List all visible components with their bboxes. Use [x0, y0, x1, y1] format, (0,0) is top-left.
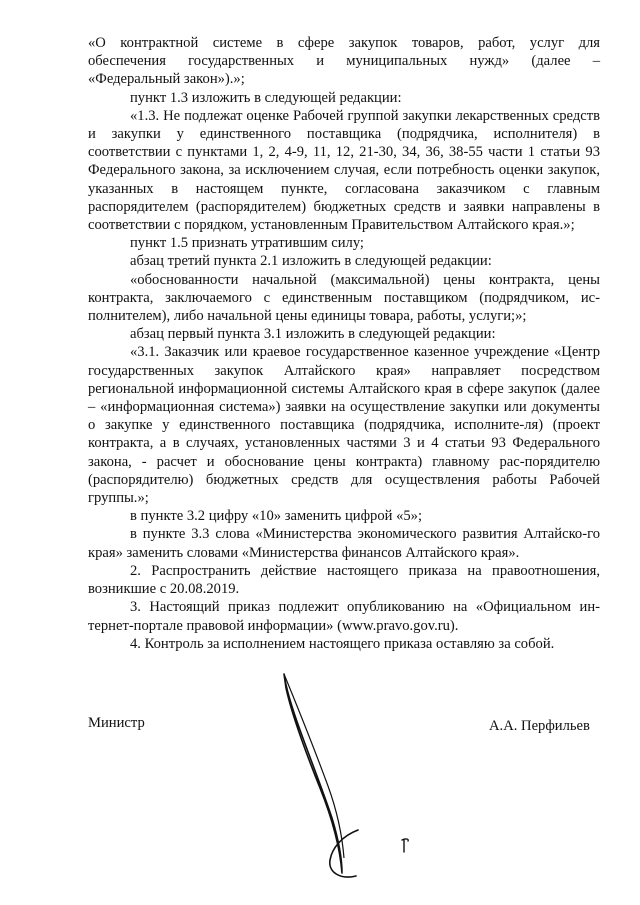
paragraph: «обоснованности начальной (максимальной) цены контракта, цены контракта, заключаемого с единственным поставщиком (подрядчиком, ис-полнителем), либо начальной цены единицы товара, работы, услуги;»; [88, 271, 600, 325]
paragraph: «1.3. Не подлежат оценке Рабочей группой закупки лекарственных средств и закупки у единственного поставщика (подрядчика, исполнителя) в соответствии с пунктами 1, 2, 4-9, 11, 12, 21-30, 34, 36, 38-55 части 1 статьи 93 Федерального закона, за исключением случая, если потребность оценки закупок, указанных в настоящем пункте, согласована заказчиком с главным распорядителем (распорядителем) бюджетных средств и заявки направлены в соответствии с порядком, установленным Правительством Алтайского края.»; [88, 107, 600, 234]
paragraph: 3. Настоящий приказ подлежит опубликованию на «Официальном ин-тернет-портале правовой информации» (www.pravo.gov.ru). [88, 599, 600, 634]
pen-mark [398, 836, 412, 856]
paragraph: абзац третий пункта 2.1 изложить в следующей редакции: [130, 253, 492, 270]
signatory-name: А.А. Перфильев [489, 718, 590, 734]
paragraph: пункт 1.5 признать утратившим силу; [130, 235, 364, 252]
document-body [88, 34, 600, 653]
signatory-position: Министр [88, 715, 145, 731]
paragraph: абзац первый пункта 3.1 изложить в следующей редакции: [130, 326, 496, 343]
paragraph: «3.1. Заказчик или краевое государственное казенное учреждение «Центр государственных закупок Алтайского края» направляет посредством региональной информационной системы Алтайского края в сфере закупок (далее – «информационная система») заявки на осуществление закупки или документы о закупке у единственного поставщика (подрядчика, исполните-ля) (проект контракта, а в случаях, установленных частями 3 и 4 статьи 93 Федерального закона, - расчет и обоснование цены контракта) главному рас-порядителю (распорядителю) бюджетных средств для осуществления работы Рабочей группы.»; [88, 344, 600, 507]
paragraph: пункт 1.3 изложить в следующей редакции: [130, 89, 402, 106]
paragraph: в пункте 3.3 слова «Министерства экономического развития Алтайско-го края» заменить словами «Министерства финансов Алтайского края». [88, 526, 600, 561]
text-line: обеспечения государственных и муниципальных нужд» (далее – [88, 53, 600, 70]
text-line: «Федеральный закон»).»; [88, 71, 245, 88]
handwritten-signature [270, 668, 380, 883]
paragraph: в пункте 3.2 цифру «10» заменить цифрой «5»; [130, 508, 423, 525]
paragraph: 2. Распространить действие настоящего приказа на правоотношения, возникшие с 20.08.2019. [88, 562, 600, 598]
paragraph: 4. Контроль за исполнением настоящего приказа оставляю за собой. [130, 635, 555, 652]
text-line: «О контрактной системе в сфере закупок товаров, работ, услуг для [88, 35, 600, 51]
